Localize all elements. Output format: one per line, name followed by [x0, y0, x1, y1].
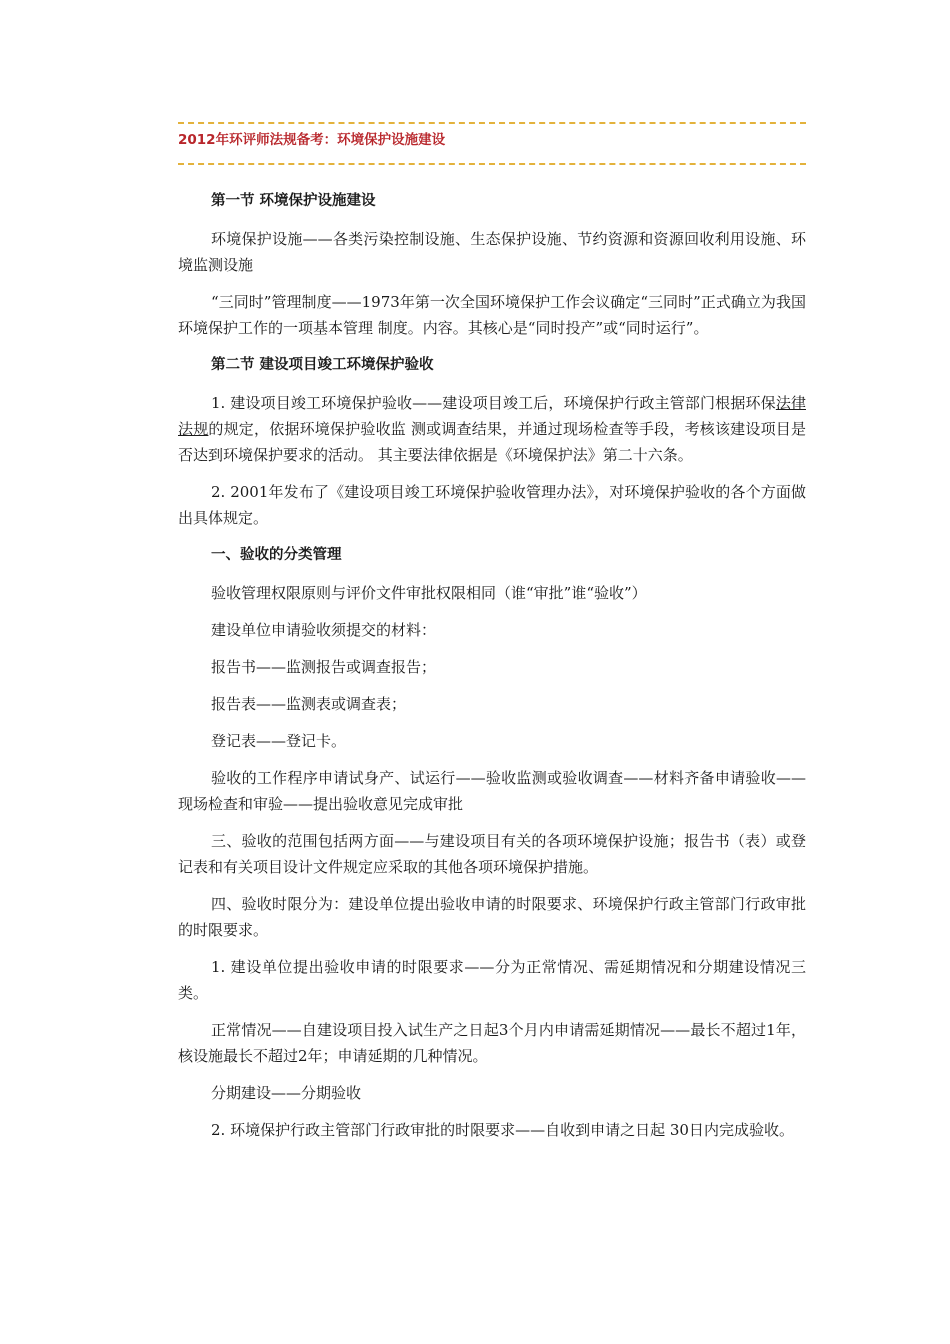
paragraph-three-simultaneous: “三同时”管理制度——1973年第一次全国环境保护工作会议确定“三同时”正式确立为我国环境保护工作的一项基本管理 制度。内容。其核心是“同时投产”或“同时运行”。: [178, 293, 806, 337]
paragraph-registration: 登记表——登记卡。: [211, 732, 347, 750]
paragraph-report-form: 报告表——监测表或调查表；: [211, 695, 407, 713]
document-body: [178, 188, 806, 1154]
paragraph-materials: 建设单位申请验收须提交的材料：: [211, 621, 437, 639]
heading-classification: 一、验收的分类管理: [211, 547, 342, 563]
paragraph-scope: 三、验收的范围包括两方面——与建设项目有关的各项环境保护设施；报告书（表）或登记表和有关项目设计文件规定应采取的其他各项环境保护措施。: [178, 832, 806, 876]
paragraph-time-1: 1. 建设单位提出验收申请的时限要求——分为正常情况、需延期情况和分期建设情况三类。: [178, 958, 806, 1002]
bottom-dashed-divider: [178, 163, 806, 165]
top-dashed-divider: [178, 122, 806, 124]
paragraph-time-limits: 四、验收时限分为：建设单位提出验收申请的时限要求、环境保护行政主管部门行政审批的时限要求。: [178, 895, 806, 939]
section-2-heading: 第二节 建设项目竣工环境保护验收: [211, 357, 434, 373]
item-1-text-after-link: 的规定，依据环境保护验收监 测或调查结果，并通过现场检查等手段，考核该建设项目是否达到环境保护要求的活动。 其主要法律依据是《环境保护法》第二十六条。: [178, 420, 806, 464]
section-1-heading: 第一节 环境保护设施建设: [211, 193, 376, 209]
paragraph-item-1: [178, 390, 806, 468]
paragraph-time-2: 2. 环境保护行政主管部门行政审批的时限要求——自收到申请之日起 30日内完成验收。: [211, 1121, 794, 1139]
paragraph-facilities: 环境保护设施——各类污染控制设施、生态保护设施、节约资源和资源回收利用设施、环境监测设施: [178, 230, 806, 274]
paragraph-phased: 分期建设——分期验收: [211, 1084, 362, 1102]
document-title: 2012年环评师法规备考：环境保护设施建设: [178, 132, 446, 148]
paragraph-authority: 验收管理权限原则与评价文件审批权限相同（谁“审批”谁“验收”）: [211, 584, 647, 602]
paragraph-procedure: 验收的工作程序申请试身产、试运行——验收监测或验收调查——材料齐备申请验收——现场检查和审验——提出验收意见完成审批: [178, 769, 806, 813]
paragraph-item-2: 2. 2001年发布了《建设项目竣工环境保护验收管理办法》，对环境保护验收的各个方面做出具体规定。: [178, 483, 806, 527]
paragraph-report-book: 报告书——监测报告或调查报告；: [211, 658, 437, 676]
law-regulation-link[interactable]: 法律法规: [178, 394, 806, 438]
paragraph-normal-case: 正常情况——自建设项目投入试生产之日起3个月内申请需延期情况——最长不超过1年，核设施最长不超过2年；申请延期的几种情况。: [178, 1021, 806, 1065]
item-1-text-before-link: 1. 建设项目竣工环境保护验收——建设项目竣工后，环境保护行政主管部门根据环保: [211, 394, 776, 412]
